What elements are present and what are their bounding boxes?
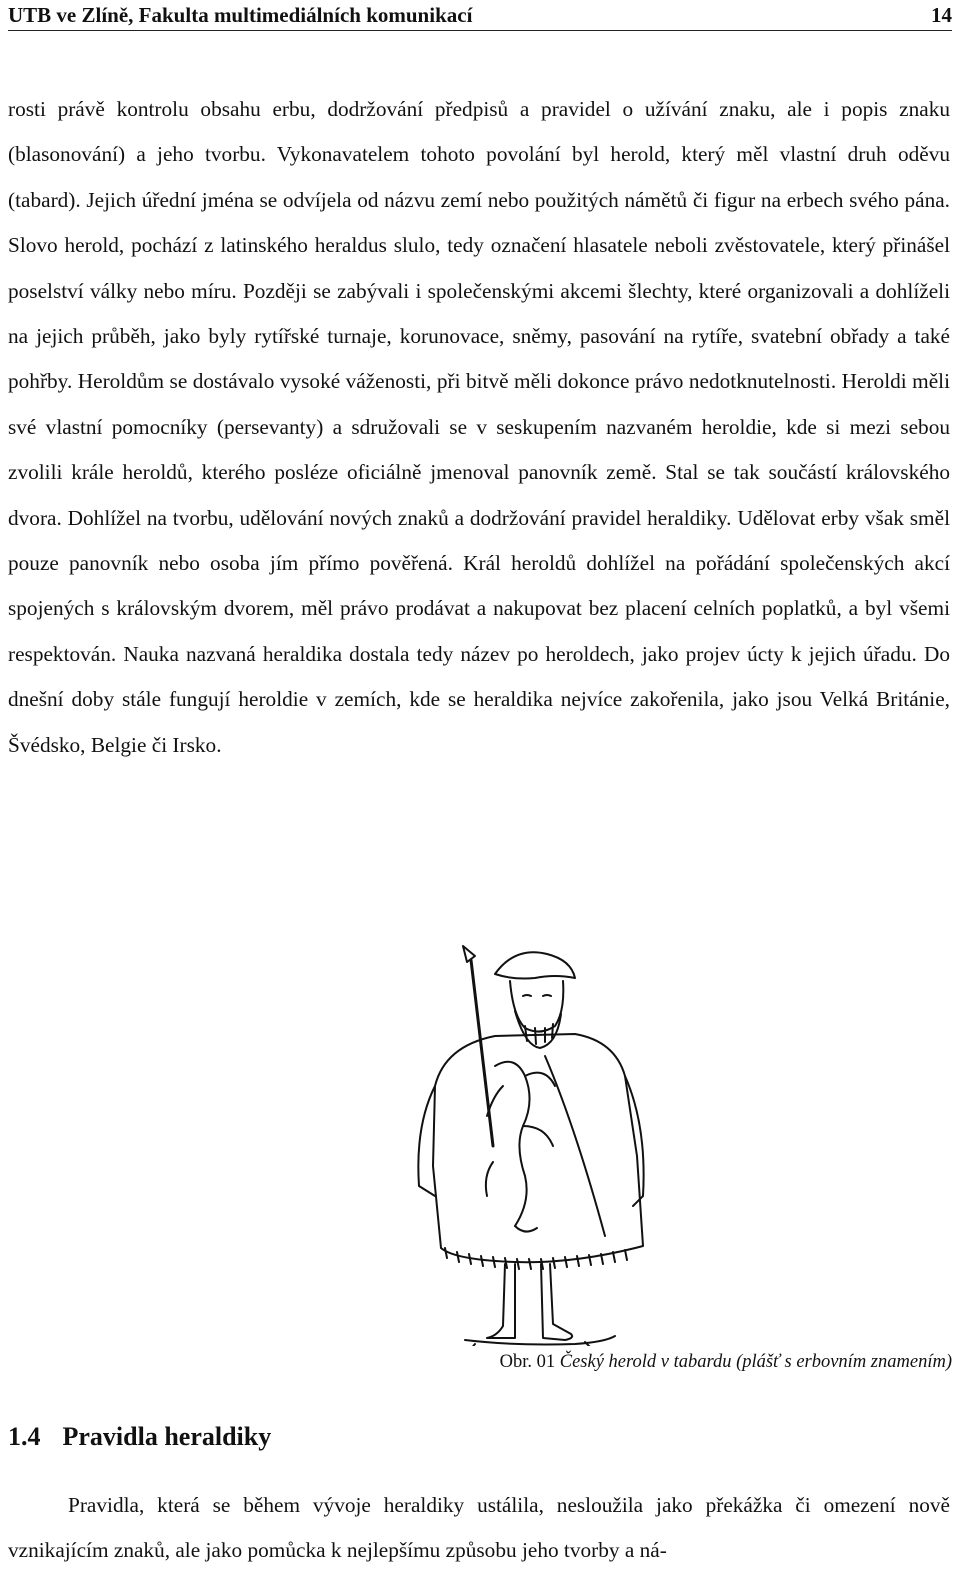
body-text-section: [8, 1483, 950, 1574]
paragraph: Pravidla, která se během vývoje heraldiky ustálila, nesloužila jako překážka či omezení nově vznikajícím znaků, ale jako pomůcka k nejlepšímu způsobu jeho tvorby a ná-: [8, 1493, 950, 1563]
page-header: [8, 0, 952, 31]
section-heading: [8, 1422, 271, 1452]
caption-text: Český herold v tabardu (plášť s erbovním znamením): [559, 1352, 952, 1372]
caption-prefix: Obr. 01: [499, 1352, 556, 1372]
section-title: Pravidla heraldiky: [62, 1422, 272, 1451]
header-title: UTB ve Zlíně, Fakulta multimediálních komunikací: [8, 3, 473, 27]
section-number: 1.4: [8, 1422, 41, 1451]
body-text: [8, 87, 950, 768]
figure-caption: [0, 1352, 952, 1373]
herald-illustration: [375, 926, 675, 1346]
page-number: 14: [931, 3, 952, 27]
paragraph: rosti právě kontrolu obsahu erbu, dodržování předpisů a pravidel o užívání znaku, ale i popis znaku (blasonování) a jeho tvorbu. Vykonavatelem tohoto povolání byl herold, který měl vlastní druh oděvu (tabard). Jejich úřední jména se odvíjela od názvu zemí nebo použitých námětů či figur na erbech svého pána. Slovo herold, pochází z latinského heraldus slulo, tedy označení hlasatele neboli zvěstovatele, který přinášel poselství války nebo míru. Později se zabývali i společenskými akcemi šlechty, které organizovali a dohlíželi na jejich průběh, jako byly rytířské turnaje, korunovace, sněmy, pasování na rytíře, svatební obřady a také pohřby. Heroldům se dostávalo vysoké váženosti, při bitvě měli dokonce právo nedotknutelnosti. Heroldi měli své vlastní pomocníky (persevanty) a sdružovali se v seskupením nazvaném heroldie, kde si mezi sebou zvolili krále heroldů, kterého posléze oficiálně jmenoval panovník země. Stal se tak součástí královského dvora. Dohlížel na tvorbu, udělování nových znaků a dodržování pravidel heraldiky. Udělovat erby však směl pouze panovník nebo osoba jím přímo pověřená. Král heroldů dohlížel na pořádání společenských akcí spojených s královským dvorem, měl právo prodávat a nakupovat bez placení celních poplatků, a byl všemi respektován. Nauka nazvaná heraldika dostala tedy název po heroldech, jako projev úcty k jejich úřadu. Do dnešní doby stále fungují heroldie v zemích, kde se heraldika nejvíce zakořenila, jako jsou Velká Británie, Švédsko, Belgie či Irsko.: [8, 97, 950, 757]
